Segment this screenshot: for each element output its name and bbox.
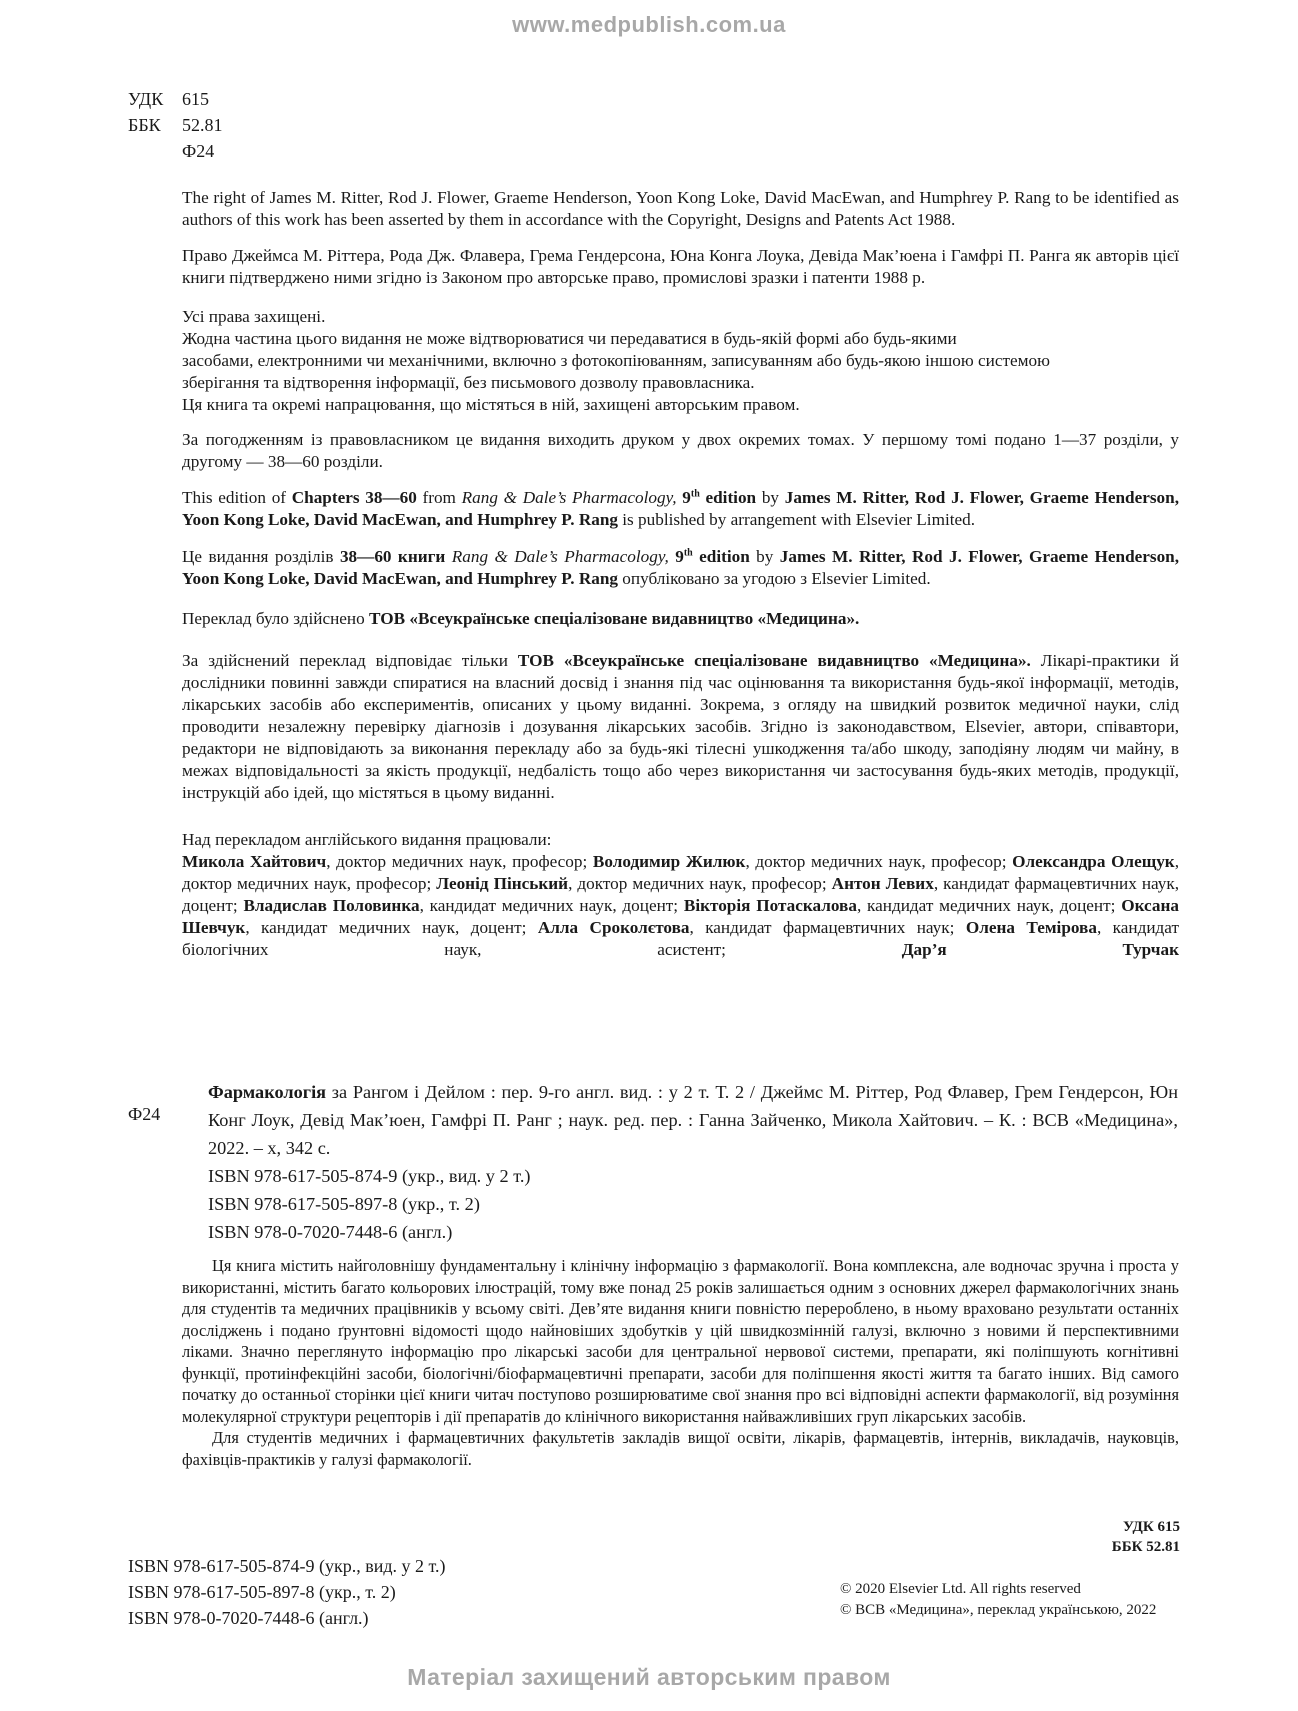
annotation: [182, 1255, 1179, 1470]
reserved-line: Ця книга та окремі напрацювання, що містяться в ній, захищені авторським правом.: [182, 395, 800, 414]
isbn-line: ISBN 978-617-505-897-8 (укр., т. 2): [208, 1194, 480, 1214]
bbk-value: 52.81: [182, 115, 223, 135]
udk-value: 615: [182, 89, 209, 109]
bibliographic-mark: Ф24: [128, 1104, 161, 1124]
all-rights-reserved: [182, 306, 1179, 416]
bbk-bottom: ББК 52.81: [1111, 1539, 1180, 1555]
annotation-paragraph: Для студентів медичних і фармацевтичних факультетів закладів вищої освіти, лікарів, фармацевтів, інтернів, викладачів, науковців, фахівців-практиків у галузі фармакології.: [182, 1428, 1179, 1469]
translators-list: Микола Хайтович, доктор медичних наук, професор; Володимир Жилюк, доктор медичних наук, професор; Олександра Олещук, доктор медичних наук, професор; Леонід Пінський, доктор медичних наук, професор; Антон Левих, кандидат фармацевтичних наук, доцент; Владислав Половинка, кандидат медичних наук, доцент; Вікторія Потаскалова, кандидат медичних наук, доцент; Оксана Шевчук, кандидат медичних наук, доцент; Алла Сроколєтова, кандидат фармацевтичних наук; Олена Темірова, кандидат біологічних наук, асистент; Дар’я Турчак: [182, 852, 1180, 959]
udk-bottom: УДК 615: [1123, 1519, 1180, 1535]
reserved-line: Жодна частина цього видання не може відтворюватися чи передаватися в будь-якій формі або будь-якими: [182, 329, 957, 348]
volumes-note: За погодженням із правовласником це видання виходить друком у двох окремих томах. У першому томі подано 1—37 розділи, у другому — 38—60 розділи.: [182, 430, 1179, 471]
isbn-line: ISBN 978-617-505-874-9 (укр., вид. у 2 т.): [208, 1166, 531, 1186]
isbn-line: ISBN 978-0-7020-7448-6 (англ.): [128, 1608, 369, 1628]
edition-english: This edition of Chapters 38—60 from Rang & Dale’s Pharmacology, 9th edition by James M. Ritter, Rod J. Flower, Graeme Henderson, Yoon Kong Loke, David MacEwan, and Humphrey P. Rang is published by arrangement with Elsevier Limited.: [182, 488, 1180, 529]
reserved-line: зберігання та відтворення інформації, без письмового дозволу правовласника.: [182, 373, 755, 392]
annotation-paragraph: Ця книга містить найголовнішу фундаментальну і клінічну інформацію з фармакології. Вона комплексна, але водночас зручна і проста у використанні, містить багато кольорових ілюстрацій, тому вже понад 25 років залишається одним з основних джерел фармакологічних знань для студентів та медичних працівників у всьому світі. Дев’яте видання книги повністю перероблено, в ньому враховано результати останніх досліджень і подано ґрунтовні відомості щодо найновіших здобутків у цій швидкозмінній галузі, включно з новими й перспективними ліками. Значно переглянуто інформацію про лікарські засоби для центральної нервової системи, препарати, які поліпшують когнітивні функції, протиінфекційні засоби, біологічні/біофармацевтичні препарати, засоби для поліпшення якості життя та багато інших. Від самого початку до останньої сторінки цієї книги читач поступово розширюватиме свої знання про всі відповідні аспекти фармакології, від розуміння молекулярної структури рецепторів і дії препаратів до клінічного використання найважливіших груп лікарських засобів.: [182, 1256, 1179, 1426]
isbn-line: ISBN 978-617-505-897-8 (укр., т. 2): [128, 1582, 396, 1602]
rights-ukrainian: Право Джеймса М. Ріттера, Рода Дж. Флавера, Грема Гендерсона, Юна Конга Лоука, Девіда Мак’юена і Гамфрі П. Ранга як авторів цієї книги підтверджено ними згідно із Законом про авторське право, промислові зразки і патенти 1988 р.: [182, 246, 1179, 287]
classification-codes-bottom: [1080, 1517, 1180, 1557]
udk-label: УДК: [128, 89, 164, 109]
isbn-line: ISBN 978-617-505-874-9 (укр., вид. у 2 т.): [128, 1556, 446, 1576]
translators: [182, 829, 1179, 983]
rights-english: The right of James M. Ritter, Rod J. Flower, Graeme Henderson, Yoon Kong Loke, David MacEwan, and Humphrey P. Rang to be identified as authors of this work has been asserted by them in accordance with the Copyright, Designs and Patents Act 1988.: [182, 188, 1179, 229]
edition-ukrainian: Це видання розділів 38—60 книги Rang & Dale’s Pharmacology, 9th edition by James M. Ritter, Rod J. Flower, Graeme Henderson, Yoon Kong Loke, David MacEwan, and Humphrey P. Rang опубліковано за угодою з Elsevier Limited.: [182, 547, 1180, 588]
translation-note: Переклад було здійснено ТОВ «Всеукраїнське спеціалізоване видавництво «Медицина».: [182, 609, 860, 628]
watermark-bottom: Матеріал захищений авторським правом: [407, 1664, 891, 1690]
copyright-line: © ВСВ «Медицина», переклад українською, 2022: [840, 1602, 1157, 1618]
author-mark: Ф24: [182, 141, 215, 161]
bibliographic-record: Фармакологія за Рангом і Дейлом : пер. 9-го англ. вид. : у 2 т. Т. 2 / Джеймс М. Ріттер, Род Флавер, Грем Гендерсон, Юн Конг Лоук, Девід Мак’юен, Гамфрі П. Ранг ; наук. ред. пер. : Ганна Зайченко, Микола Хайтович. – К. : ВСВ «Медицина», 2022. – x, 342 с. ISBN 978-617-505-874-9 (укр., вид. у 2 т.) ISBN 978-617-505-897-8 (укр., т. 2) ISBN 978-0-7020-7448-6 (англ.): [208, 1078, 1178, 1246]
translators-intro: Над перекладом англійського видання працювали:: [182, 830, 552, 849]
isbn-list-bottom: [128, 1553, 446, 1631]
bbk-label: ББК: [128, 115, 161, 135]
classification-codes: [128, 86, 223, 164]
isbn-line: ISBN 978-0-7020-7448-6 (англ.): [208, 1222, 453, 1242]
disclaimer: За здійснений переклад відповідає тільки ТОВ «Всеукраїнське спеціалізоване видавництво «Медицина». Лікарі-практики й дослідники повинні завжди спиратися на власний досвід і знання під час оцінювання та використання будь-якої інформації, методів, лікарських засобів або експериментів, описаних у цьому виданні. Зокрема, з огляду на швидкий розвиток медичної науки, слід проводити незалежну перевірку діагнозів і дозування лікарських засобів. Згідно із законодавством, Elsevier, автори, співавтори, редактори не відповідають за виконання перекладу або за будь-які тілесні ушкодження та/або шкоду, заподіяну людям чи майну, в межах відповідальності за якість продукції, недбалість тощо або через використання чи застосування будь-яких методів, продукції, інструкцій або ідей, що містяться в цьому виданні.: [182, 651, 1179, 802]
reserved-line: Усі права захищені.: [182, 307, 326, 326]
watermark-top: www.medpublish.com.ua: [512, 12, 786, 37]
copyright-notice: [840, 1579, 1180, 1621]
reserved-line: засобами, електронними чи механічними, включно з фотокопіюванням, записуванням або будь-якою іншою системою: [182, 351, 1050, 370]
copyright-line: © 2020 Elsevier Ltd. All rights reserved: [840, 1581, 1081, 1597]
